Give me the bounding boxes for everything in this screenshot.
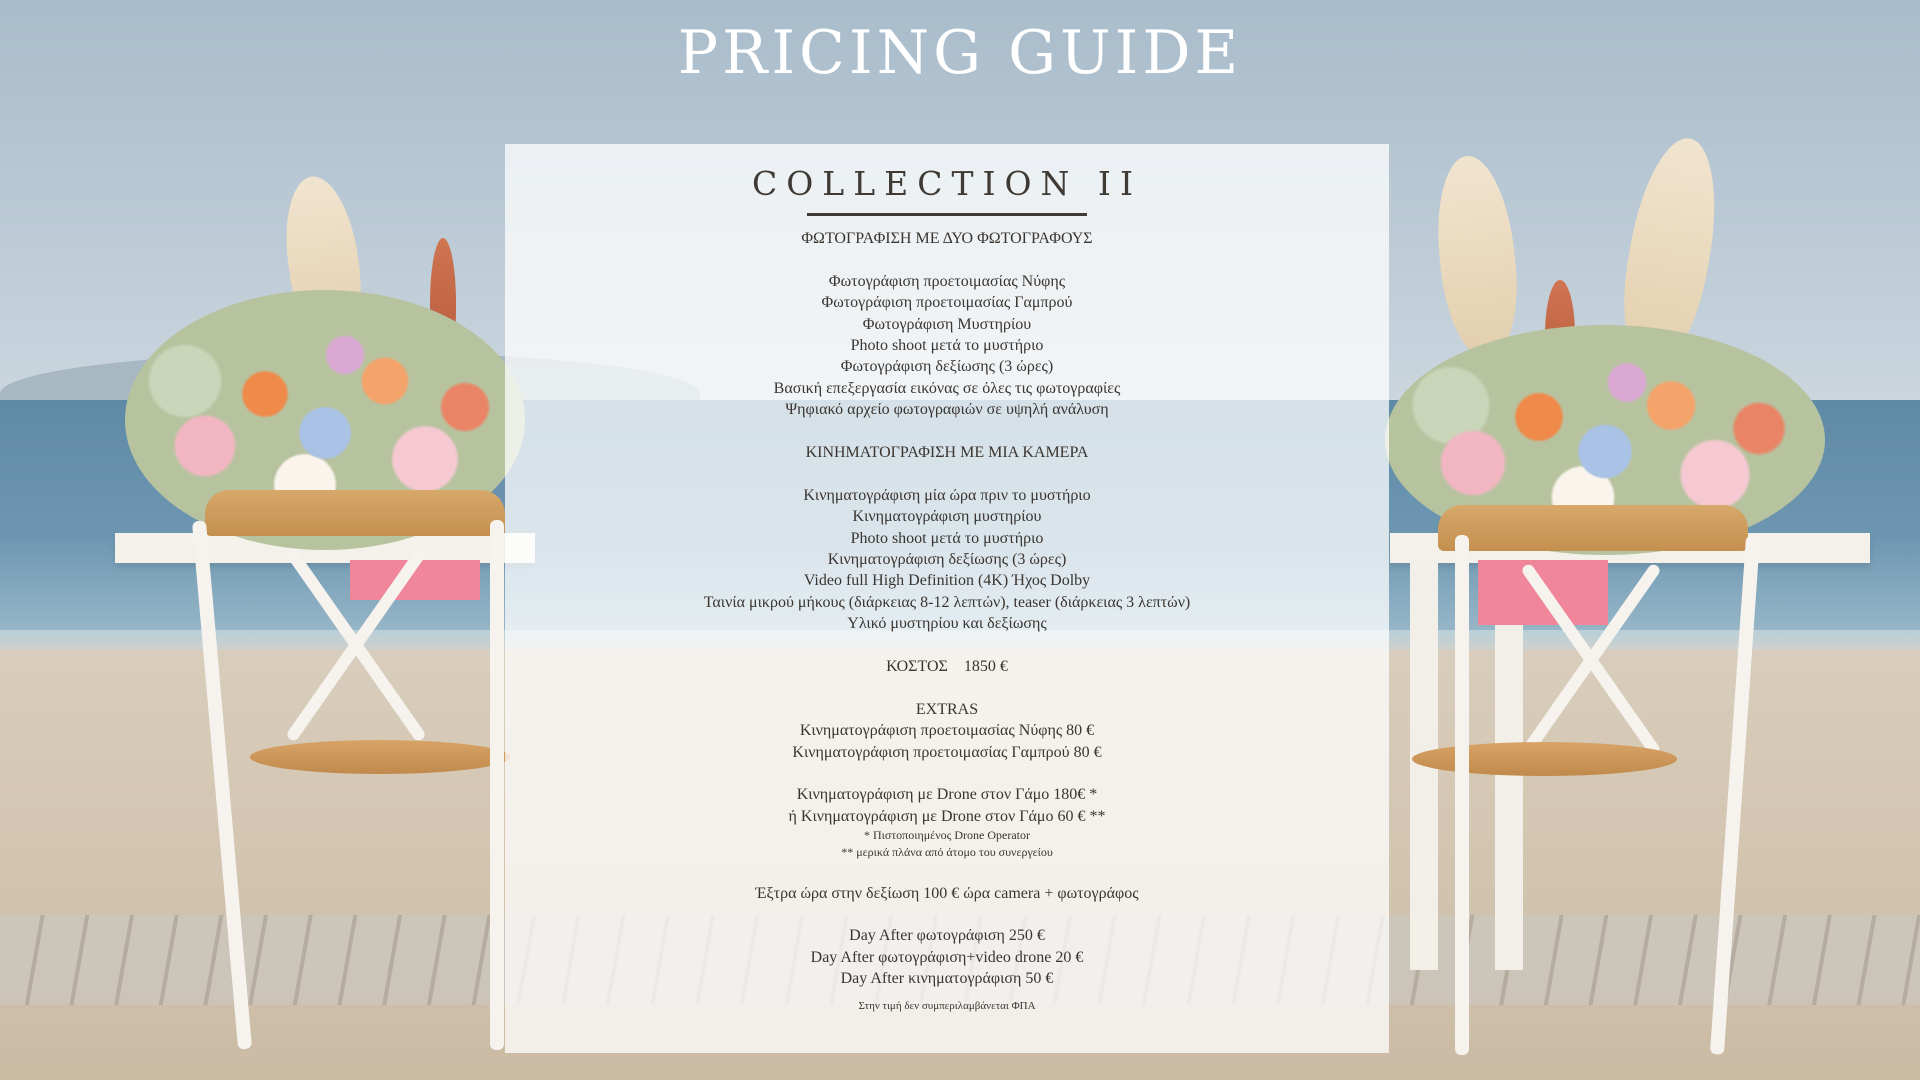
photo-item: Φωτογράφιση προετοιμασίας Γαμπρού (821, 294, 1073, 312)
photo-item: Photo shoot μετά το μυστήριο (850, 337, 1044, 355)
title-underline (807, 213, 1087, 216)
left-chair-back (205, 490, 505, 536)
video-item: Κινηματογράφιση μία ώρα πριν το μυστήριο (803, 486, 1091, 504)
drone-note: * Πιστοποιημένος Drone Operator (863, 828, 1031, 843)
day-after-item: Day After φωτογράφιση 250 € (849, 927, 1045, 945)
right-chair-leg (1455, 535, 1469, 1055)
video-item: Ταινία μικρού μήκους (διάρκειας 8-12 λεπτών), teaser (διάρκειας 3 λεπτών) (703, 593, 1191, 611)
drone-note: ** μερικά πλάνα από άτομο του συνεργείου (841, 845, 1053, 860)
video-item: Κινηματογράφιση δεξίωσης (3 ώρες) (827, 551, 1067, 569)
page-title: PRICING GUIDE (677, 18, 1243, 88)
photo-item: Φωτογράφιση προετοιμασίας Νύφης (828, 272, 1066, 290)
photo-item: Βασική επεξεργασία εικόνας σε όλες τις φωτογραφίες (773, 379, 1121, 397)
collection-title: COLLECTION II (751, 164, 1142, 203)
vat-note: Στην τιμή δεν συμπεριλαμβάνεται ΦΠΑ (858, 999, 1036, 1012)
video-item: Photo shoot μετά το μυστήριο (850, 529, 1044, 547)
extras-heading: EXTRAS (915, 700, 979, 718)
photo-section-heading: ΦΩΤΟΓΡΑΦΙΣΗ ΜΕ ΔΥΟ ΦΩΤΟΓΡΑΦΟΥΣ (801, 230, 1093, 247)
right-chair-back (1438, 505, 1748, 551)
left-chair-seat (250, 740, 510, 774)
photo-item: Φωτογράφιση δεξίωσης (3 ώρες) (840, 358, 1054, 376)
extra-hour-item: Έξτρα ώρα στην δεξίωση 100 € ώρα camera + φωτογράφος (755, 884, 1139, 902)
pricing-panel (505, 144, 1389, 1053)
extra-item: Κινηματογράφιση προετοιμασίας Γαμπρού 80 € (792, 743, 1102, 761)
video-item: Video full High Definition (4K) Ήχος Dolby (803, 572, 1091, 590)
cost-line: ΚΟΣΤΟΣ 1850 € (886, 658, 1008, 676)
left-chair-leg (490, 520, 504, 1050)
photo-item: Φωτογράφιση Μυστηρίου (862, 315, 1032, 333)
drone-item: ή Κινηματογράφιση με Drone στον Γάμο 60 € ** (788, 807, 1106, 825)
right-chair-seat (1412, 742, 1677, 776)
day-after-item: Day After κινηματογράφιση 50 € (840, 970, 1054, 988)
extra-item: Κινηματογράφιση προετοιμασίας Νύφης 80 € (799, 722, 1095, 740)
video-item: Υλικό μυστηρίου και δεξίωσης (847, 615, 1047, 633)
photo-item: Ψηφιακό αρχείο φωτογραφιών σε υψηλή ανάλυση (785, 401, 1109, 419)
video-item: Κινηματογράφιση μυστηρίου (852, 508, 1042, 526)
day-after-item: Day After φωτογράφιση+video drone 20 € (810, 948, 1084, 966)
drone-item: Κινηματογράφιση με Drone στον Γάμο 180€ * (796, 786, 1098, 804)
video-section-heading: ΚΙΝΗΜΑΤΟΓΡΑΦΙΣΗ ΜΕ ΜΙΑ ΚΑΜΕΡΑ (805, 444, 1089, 462)
